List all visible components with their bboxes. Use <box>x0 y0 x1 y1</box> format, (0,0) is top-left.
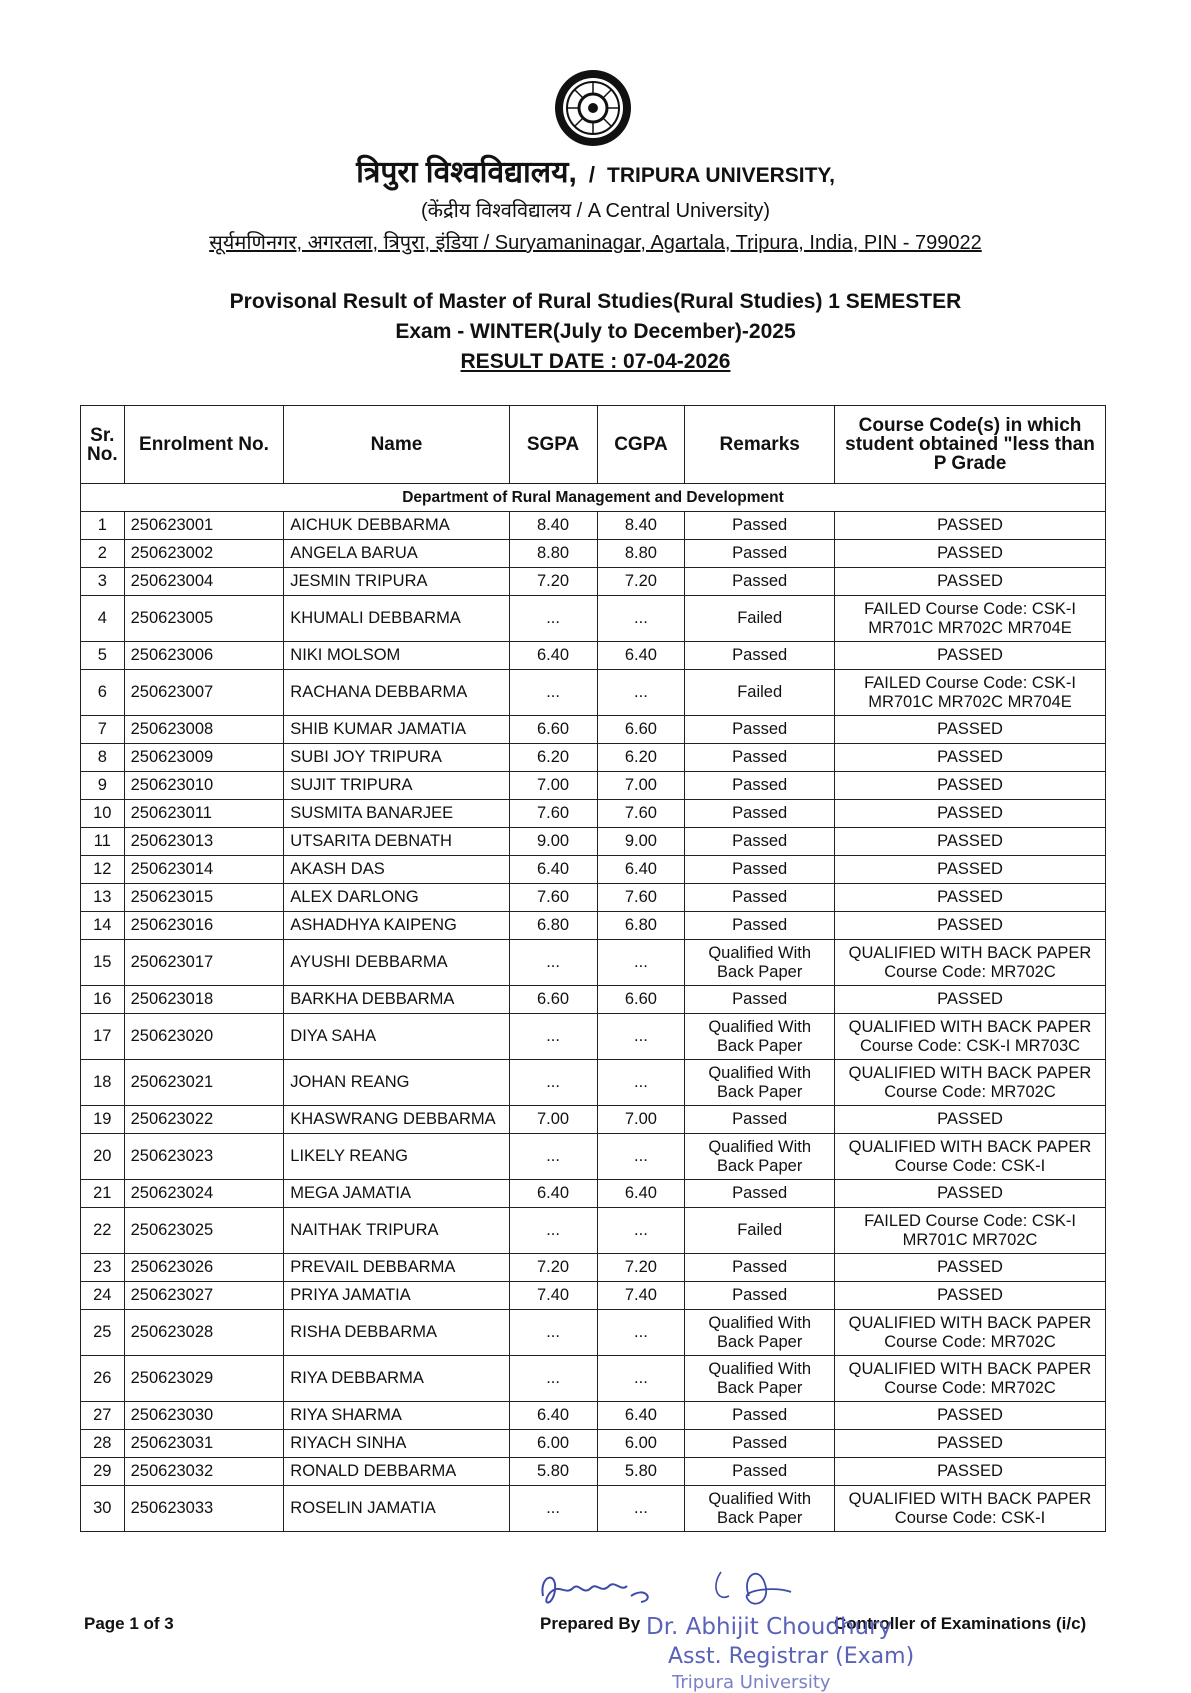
cell-course-codes: QUALIFIED WITH BACK PAPER Course Code: CSK-I <box>835 1486 1106 1532</box>
cell-sr-no: 22 <box>81 1208 125 1254</box>
cell-course-codes: PASSED <box>835 1180 1106 1208</box>
table-row <box>81 1180 1106 1208</box>
cell-course-codes: QUALIFIED WITH BACK PAPER Course Code: MR702C <box>835 940 1106 986</box>
table-row <box>81 1254 1106 1282</box>
cell-sgpa: ... <box>509 596 597 642</box>
cell-sr-no: 20 <box>81 1134 125 1180</box>
table-row <box>81 716 1106 744</box>
table-row <box>81 986 1106 1014</box>
cell-enrolment-no: 250623011 <box>124 800 284 828</box>
cell-name: SUSMITA BANARJEE <box>284 800 509 828</box>
table-row <box>81 1282 1106 1310</box>
cell-sr-no: 23 <box>81 1254 125 1282</box>
cell-sr-no: 27 <box>81 1402 125 1430</box>
cell-cgpa: 6.60 <box>597 986 685 1014</box>
exam-session: Exam - WINTER(July to December)-2025 <box>395 320 796 343</box>
cell-name: AICHUK DEBBARMA <box>284 512 509 540</box>
cell-enrolment-no: 250623006 <box>124 642 284 670</box>
cell-course-codes: FAILED Course Code: CSK-I MR701C MR702C <box>835 1208 1106 1254</box>
cell-course-codes: PASSED <box>835 568 1106 596</box>
cell-enrolment-no: 250623032 <box>124 1458 284 1486</box>
cell-cgpa: ... <box>597 1486 685 1532</box>
cell-sgpa: 7.60 <box>509 884 597 912</box>
cell-remarks: Failed <box>685 596 835 642</box>
cell-enrolment-no: 250623014 <box>124 856 284 884</box>
cell-remarks: Passed <box>685 1254 835 1282</box>
cell-sgpa: 6.60 <box>509 986 597 1014</box>
result-date: RESULT DATE : 07-04-2026 <box>460 350 731 373</box>
cell-name: BARKHA DEBBARMA <box>284 986 509 1014</box>
cell-sgpa: 7.00 <box>509 1106 597 1134</box>
table-row <box>81 568 1106 596</box>
cell-enrolment-no: 250623030 <box>124 1402 284 1430</box>
page-number: Page 1 of 3 <box>84 1614 174 1633</box>
cell-enrolment-no: 250623015 <box>124 884 284 912</box>
cell-remarks: Passed <box>685 1402 835 1430</box>
cell-remarks: Qualified With Back Paper <box>685 1356 835 1402</box>
cell-name: SUBI JOY TRIPURA <box>284 744 509 772</box>
cell-cgpa: 6.40 <box>597 856 685 884</box>
cell-sgpa: 7.00 <box>509 772 597 800</box>
cell-sr-no: 3 <box>81 568 125 596</box>
table-row <box>81 940 1106 986</box>
cell-sr-no: 7 <box>81 716 125 744</box>
cell-enrolment-no: 250623025 <box>124 1208 284 1254</box>
cell-cgpa: 6.40 <box>597 1402 685 1430</box>
table-row <box>81 744 1106 772</box>
cell-sgpa: ... <box>509 670 597 716</box>
cell-course-codes: PASSED <box>835 856 1106 884</box>
cell-name: PRIYA JAMATIA <box>284 1282 509 1310</box>
cell-name: JESMIN TRIPURA <box>284 568 509 596</box>
university-seal-logo <box>553 68 633 148</box>
cell-cgpa: 9.00 <box>597 828 685 856</box>
cell-remarks: Passed <box>685 828 835 856</box>
cell-remarks: Qualified With Back Paper <box>685 1310 835 1356</box>
header-sgpa: SGPA <box>509 406 597 484</box>
cell-cgpa: 7.40 <box>597 1282 685 1310</box>
cell-sgpa: ... <box>509 1060 597 1106</box>
cell-name: UTSARITA DEBNATH <box>284 828 509 856</box>
cell-name: JOHAN REANG <box>284 1060 509 1106</box>
stamp-organization: Tripura University <box>672 1672 831 1693</box>
stamp-name: Dr. Abhijit Choudhury <box>646 1614 893 1640</box>
cell-course-codes: PASSED <box>835 716 1106 744</box>
cell-sgpa: ... <box>509 1310 597 1356</box>
header-enrolment-no: Enrolment No. <box>124 406 284 484</box>
cell-sr-no: 15 <box>81 940 125 986</box>
cell-remarks: Passed <box>685 1282 835 1310</box>
cell-enrolment-no: 250623010 <box>124 772 284 800</box>
cell-cgpa: ... <box>597 1208 685 1254</box>
header-name: Name <box>284 406 509 484</box>
cell-name: RACHANA DEBBARMA <box>284 670 509 716</box>
cell-course-codes: PASSED <box>835 884 1106 912</box>
cell-cgpa: 8.80 <box>597 540 685 568</box>
cell-cgpa: ... <box>597 1014 685 1060</box>
cell-enrolment-no: 250623023 <box>124 1134 284 1180</box>
cell-sgpa: 6.80 <box>509 912 597 940</box>
cell-sgpa: 7.20 <box>509 1254 597 1282</box>
cell-course-codes: PASSED <box>835 540 1106 568</box>
university-name <box>0 150 1191 191</box>
cell-name: MEGA JAMATIA <box>284 1180 509 1208</box>
cell-remarks: Qualified With Back Paper <box>685 940 835 986</box>
cell-sgpa: 7.20 <box>509 568 597 596</box>
table-row <box>81 1402 1106 1430</box>
table-row <box>81 856 1106 884</box>
cell-course-codes: PASSED <box>835 1458 1106 1486</box>
stamp-title: Asst. Registrar (Exam) <box>668 1644 915 1669</box>
cell-course-codes: PASSED <box>835 800 1106 828</box>
cell-name: ROSELIN JAMATIA <box>284 1486 509 1532</box>
cell-cgpa: ... <box>597 670 685 716</box>
cell-enrolment-no: 250623009 <box>124 744 284 772</box>
cell-name: ANGELA BARUA <box>284 540 509 568</box>
cell-sgpa: 6.40 <box>509 642 597 670</box>
cell-sr-no: 25 <box>81 1310 125 1356</box>
cell-cgpa: ... <box>597 1060 685 1106</box>
cell-cgpa: 8.40 <box>597 512 685 540</box>
cell-cgpa: 7.20 <box>597 1254 685 1282</box>
cell-enrolment-no: 250623017 <box>124 940 284 986</box>
cell-enrolment-no: 250623016 <box>124 912 284 940</box>
table-row <box>81 1060 1106 1106</box>
cell-sgpa: ... <box>509 1356 597 1402</box>
cell-name: KHUMALI DEBBARMA <box>284 596 509 642</box>
cell-enrolment-no: 250623005 <box>124 596 284 642</box>
table-row <box>81 1208 1106 1254</box>
result-title: Provisonal Result of Master of Rural Studies(Rural Studies) 1 SEMESTER <box>229 290 962 313</box>
cell-cgpa: ... <box>597 1310 685 1356</box>
cell-enrolment-no: 250623031 <box>124 1430 284 1458</box>
name-separator: / <box>588 162 596 187</box>
university-subtitle: (केंद्रीय विश्वविद्यालय / A Central University) <box>420 200 771 222</box>
cell-sr-no: 14 <box>81 912 125 940</box>
cell-enrolment-no: 250623028 <box>124 1310 284 1356</box>
cell-course-codes: QUALIFIED WITH BACK PAPER Course Code: CSK-I <box>835 1134 1106 1180</box>
cell-sr-no: 24 <box>81 1282 125 1310</box>
cell-name: NAITHAK TRIPURA <box>284 1208 509 1254</box>
cell-course-codes: PASSED <box>835 772 1106 800</box>
table-row <box>81 1310 1106 1356</box>
cell-course-codes: PASSED <box>835 828 1106 856</box>
cell-sr-no: 13 <box>81 884 125 912</box>
department-row <box>81 484 1106 512</box>
cell-remarks: Passed <box>685 800 835 828</box>
cell-sr-no: 29 <box>81 1458 125 1486</box>
cell-sgpa: 7.40 <box>509 1282 597 1310</box>
cell-sr-no: 28 <box>81 1430 125 1458</box>
cell-remarks: Passed <box>685 716 835 744</box>
cell-course-codes: FAILED Course Code: CSK-I MR701C MR702C MR704E <box>835 670 1106 716</box>
cell-course-codes: QUALIFIED WITH BACK PAPER Course Code: CSK-I MR703C <box>835 1014 1106 1060</box>
cell-sgpa: 6.20 <box>509 744 597 772</box>
cell-remarks: Failed <box>685 670 835 716</box>
cell-sr-no: 26 <box>81 1356 125 1402</box>
cell-course-codes: PASSED <box>835 1430 1106 1458</box>
cell-cgpa: 5.80 <box>597 1458 685 1486</box>
cell-sgpa: 6.40 <box>509 1180 597 1208</box>
controller-of-examinations: Controller of Examinations (i/c) <box>834 1614 1087 1633</box>
cell-course-codes: QUALIFIED WITH BACK PAPER Course Code: MR702C <box>835 1356 1106 1402</box>
table-row <box>81 670 1106 716</box>
cell-sgpa: 7.60 <box>509 800 597 828</box>
table-row <box>81 540 1106 568</box>
cell-cgpa: 7.00 <box>597 1106 685 1134</box>
cell-sr-no: 18 <box>81 1060 125 1106</box>
table-row <box>81 1430 1106 1458</box>
cell-enrolment-no: 250623018 <box>124 986 284 1014</box>
cell-sgpa: 9.00 <box>509 828 597 856</box>
cell-name: RISHA DEBBARMA <box>284 1310 509 1356</box>
cell-course-codes: PASSED <box>835 1282 1106 1310</box>
cell-course-codes: PASSED <box>835 1254 1106 1282</box>
cell-remarks: Qualified With Back Paper <box>685 1060 835 1106</box>
cell-enrolment-no: 250623007 <box>124 670 284 716</box>
cell-enrolment-no: 250623021 <box>124 1060 284 1106</box>
university-address: सूर्यमणिनगर, अगरतला, त्रिपुरा, इंडिया / Suryamaninagar, Agartala, Tripura, India, PIN - 799022 <box>209 232 982 254</box>
cell-sgpa: 8.80 <box>509 540 597 568</box>
cell-enrolment-no: 250623020 <box>124 1014 284 1060</box>
cell-sgpa: ... <box>509 1134 597 1180</box>
cell-course-codes: PASSED <box>835 986 1106 1014</box>
cell-sr-no: 1 <box>81 512 125 540</box>
table-row <box>81 1486 1106 1532</box>
table-row <box>81 1356 1106 1402</box>
cell-name: AYUSHI DEBBARMA <box>284 940 509 986</box>
cell-sr-no: 5 <box>81 642 125 670</box>
prepared-by: Prepared By <box>540 1614 641 1633</box>
cell-sgpa: 6.40 <box>509 856 597 884</box>
cell-cgpa: 7.20 <box>597 568 685 596</box>
table-row <box>81 800 1106 828</box>
header-sr-no: Sr. No. <box>81 406 125 484</box>
cell-sr-no: 4 <box>81 596 125 642</box>
cell-course-codes: QUALIFIED WITH BACK PAPER Course Code: MR702C <box>835 1060 1106 1106</box>
cell-cgpa: 7.60 <box>597 884 685 912</box>
cell-sr-no: 6 <box>81 670 125 716</box>
cell-enrolment-no: 250623002 <box>124 540 284 568</box>
cell-cgpa: 7.60 <box>597 800 685 828</box>
header-course-codes: Course Code(s) in which student obtained "less than P Grade <box>835 406 1106 484</box>
cell-course-codes: PASSED <box>835 642 1106 670</box>
cell-remarks: Qualified With Back Paper <box>685 1014 835 1060</box>
cell-enrolment-no: 250623026 <box>124 1254 284 1282</box>
cell-remarks: Passed <box>685 568 835 596</box>
cell-course-codes: PASSED <box>835 744 1106 772</box>
university-name-hindi: त्रिपुरा विश्वविद्यालय, <box>356 156 577 189</box>
table-row <box>81 1106 1106 1134</box>
table-row <box>81 912 1106 940</box>
table-row <box>81 1014 1106 1060</box>
cell-sr-no: 2 <box>81 540 125 568</box>
cell-course-codes: PASSED <box>835 912 1106 940</box>
cell-sr-no: 17 <box>81 1014 125 1060</box>
table-row <box>81 828 1106 856</box>
table-row <box>81 1458 1106 1486</box>
cell-remarks: Passed <box>685 642 835 670</box>
cell-cgpa: 6.80 <box>597 912 685 940</box>
cell-name: AKASH DAS <box>284 856 509 884</box>
cell-name: RIYA DEBBARMA <box>284 1356 509 1402</box>
cell-name: ASHADHYA KAIPENG <box>284 912 509 940</box>
cell-remarks: Passed <box>685 912 835 940</box>
cell-sr-no: 19 <box>81 1106 125 1134</box>
cell-name: SHIB KUMAR JAMATIA <box>284 716 509 744</box>
cell-sgpa: ... <box>509 1486 597 1532</box>
cell-remarks: Passed <box>685 884 835 912</box>
cell-sr-no: 11 <box>81 828 125 856</box>
cell-course-codes: PASSED <box>835 512 1106 540</box>
cell-name: RIYACH SINHA <box>284 1430 509 1458</box>
cell-enrolment-no: 250623001 <box>124 512 284 540</box>
cell-remarks: Passed <box>685 1180 835 1208</box>
cell-remarks: Passed <box>685 986 835 1014</box>
table-row <box>81 596 1106 642</box>
cell-remarks: Passed <box>685 1458 835 1486</box>
cell-remarks: Passed <box>685 1106 835 1134</box>
header-cgpa: CGPA <box>597 406 685 484</box>
cell-enrolment-no: 250623013 <box>124 828 284 856</box>
cell-remarks: Passed <box>685 540 835 568</box>
cell-course-codes: PASSED <box>835 1402 1106 1430</box>
cell-remarks: Passed <box>685 772 835 800</box>
cell-sr-no: 8 <box>81 744 125 772</box>
cell-cgpa: 7.00 <box>597 772 685 800</box>
cell-remarks: Failed <box>685 1208 835 1254</box>
cell-name: ALEX DARLONG <box>284 884 509 912</box>
cell-sr-no: 9 <box>81 772 125 800</box>
cell-sgpa: ... <box>509 940 597 986</box>
cell-name: RONALD DEBBARMA <box>284 1458 509 1486</box>
table-row <box>81 884 1106 912</box>
university-name-english: TRIPURA UNIVERSITY, <box>607 164 835 187</box>
cell-sgpa: ... <box>509 1208 597 1254</box>
cell-cgpa: 6.40 <box>597 1180 685 1208</box>
result-table <box>80 405 1106 1532</box>
cell-remarks: Passed <box>685 1430 835 1458</box>
cell-cgpa: 6.00 <box>597 1430 685 1458</box>
cell-remarks: Passed <box>685 856 835 884</box>
cell-sr-no: 21 <box>81 1180 125 1208</box>
table-row <box>81 772 1106 800</box>
cell-cgpa: ... <box>597 940 685 986</box>
cell-name: LIKELY REANG <box>284 1134 509 1180</box>
cell-cgpa: 6.40 <box>597 642 685 670</box>
header-remarks: Remarks <box>685 406 835 484</box>
cell-cgpa: ... <box>597 1134 685 1180</box>
cell-course-codes: PASSED <box>835 1106 1106 1134</box>
cell-enrolment-no: 250623024 <box>124 1180 284 1208</box>
table-row <box>81 512 1106 540</box>
cell-name: DIYA SAHA <box>284 1014 509 1060</box>
table-row <box>81 1134 1106 1180</box>
cell-sgpa: 6.40 <box>509 1402 597 1430</box>
cell-course-codes: QUALIFIED WITH BACK PAPER Course Code: MR702C <box>835 1310 1106 1356</box>
cell-remarks: Passed <box>685 512 835 540</box>
cell-name: SUJIT TRIPURA <box>284 772 509 800</box>
cell-cgpa: 6.20 <box>597 744 685 772</box>
cell-name: PREVAIL DEBBARMA <box>284 1254 509 1282</box>
cell-enrolment-no: 250623027 <box>124 1282 284 1310</box>
cell-enrolment-no: 250623029 <box>124 1356 284 1402</box>
cell-name: KHASWRANG DEBBARMA <box>284 1106 509 1134</box>
cell-cgpa: ... <box>597 596 685 642</box>
cell-course-codes: FAILED Course Code: CSK-I MR701C MR702C MR704E <box>835 596 1106 642</box>
cell-sgpa: ... <box>509 1014 597 1060</box>
cell-sr-no: 30 <box>81 1486 125 1532</box>
cell-enrolment-no: 250623033 <box>124 1486 284 1532</box>
cell-cgpa: ... <box>597 1356 685 1402</box>
cell-sgpa: 6.00 <box>509 1430 597 1458</box>
cell-name: RIYA SHARMA <box>284 1402 509 1430</box>
cell-sr-no: 10 <box>81 800 125 828</box>
cell-enrolment-no: 250623004 <box>124 568 284 596</box>
cell-sgpa: 5.80 <box>509 1458 597 1486</box>
cell-enrolment-no: 250623008 <box>124 716 284 744</box>
table-header-row <box>81 406 1106 484</box>
cell-sgpa: 8.40 <box>509 512 597 540</box>
cell-sr-no: 16 <box>81 986 125 1014</box>
cell-sr-no: 12 <box>81 856 125 884</box>
cell-sgpa: 6.60 <box>509 716 597 744</box>
cell-remarks: Passed <box>685 744 835 772</box>
cell-remarks: Qualified With Back Paper <box>685 1486 835 1532</box>
cell-cgpa: 6.60 <box>597 716 685 744</box>
cell-name: NIKI MOLSOM <box>284 642 509 670</box>
cell-remarks: Qualified With Back Paper <box>685 1134 835 1180</box>
cell-enrolment-no: 250623022 <box>124 1106 284 1134</box>
department-name: Department of Rural Management and Development <box>81 484 1106 512</box>
table-row <box>81 642 1106 670</box>
